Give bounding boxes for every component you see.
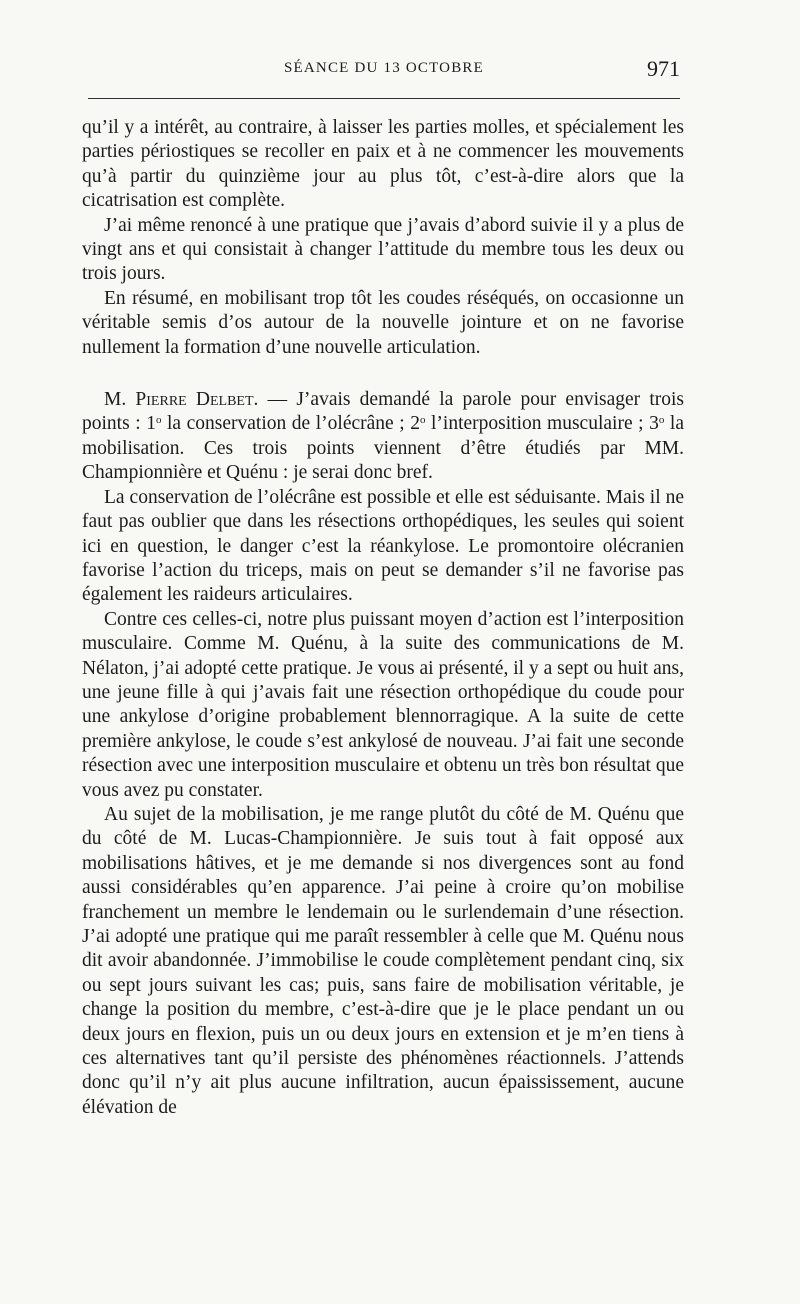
ordinal-superscript: o	[419, 414, 426, 427]
paragraph: qu’il y a intérêt, au contraire, à laisser les parties molles, et spécialement les parties périostiques se recoller en paix et à ne commencer les mouvements qu’à partir du quinzième jour au plus tôt, c’est-à-dire alors que la cicatrisation est complète.	[82, 117, 684, 212]
running-title: SÉANCE DU 13 OCTOBRE	[284, 60, 484, 76]
paragraph: La conservation de l’olécrâne est possible et elle est séduisante. Mais il ne faut pas oublier que dans les résections orthopédiques, les seules qui soient ici en question, le danger c’est la réankylose. Le promontoire olécranien favorise l’action du triceps, mais on peut se demander s’il ne favorise pas également les raideurs articulaires.	[82, 486, 684, 606]
page-number: 971	[647, 56, 680, 81]
paragraph-text: l’interposition musculaire ; 3	[425, 413, 659, 435]
paragraph-text: la mobilisation. Ces trois points viennent d’être étudiés par MM. Championnière et Quénu : je serai donc bref.	[82, 413, 684, 484]
ordinal-superscript: o	[658, 414, 665, 427]
body-text	[82, 116, 684, 1120]
paragraph-text: la conservation de l’olécrâne ; 2	[161, 413, 420, 435]
page-header	[88, 56, 680, 86]
header-rule	[88, 98, 680, 99]
paragraph: Contre ces celles-ci, notre plus puissant moyen d’action est l’interposition musculaire. Comme M. Quénu, à la suite des communications de M. Nélaton, j’ai adopté cette pratique. Je vous ai présenté, il y a sept ou huit ans, une jeune fille à qui j’avais fait une résection orthopédique du coude pour une ankylose d’origine probablement blennorragique. A la suite de cette première ankylose, le coude s’est ankylosé de nouveau. J’ai fait une seconde résection avec une interposition musculaire et obtenu un très bon résultat que vous avez pu constater.	[82, 608, 684, 801]
paragraph: J’ai même renoncé à une pratique que j’avais d’abord suivie il y a plus de vingt ans et qui consistait à changer l’attitude du membre tous les deux ou trois jours.	[82, 214, 684, 285]
ordinal-superscript: o	[155, 414, 162, 427]
paragraph-text: — J’avais demandé la parole pour envisager trois points : 1	[82, 389, 684, 435]
paragraph: Au sujet de la mobilisation, je me range plutôt du côté de M. Quénu que du côté de M. Lucas-Championnière. Je suis tout à fait opposé aux mobilisations hâtives, et je me demande si nos divergences sont au fond aussi considérables qu’en apparence. J’ai peine à croire qu’on mobilise franchement un membre le lendemain ou le surlendemain d’une résection. J’ai adopté une pratique qui me paraît ressembler à celle que M. Quénu nous dit avoir abandonnée. J’immobilise le coude complètement pendant cinq, six ou sept jours suivant les cas; puis, sans faire de mobilisation véritable, je change la position du membre, c’est-à-dire que je le place pendant un ou deux jours en flexion, puis un ou deux jours en extension et je m’en tiens à ces alternatives tant qu’il persiste des phénomènes réactionnels. J’attends donc qu’il n’y ait plus aucune infiltration, aucun épaississement, aucune élévation de	[82, 803, 684, 1118]
paragraph: En résumé, en mobilisant trop tôt les coudes réséqués, on occasionne un véritable semis d’os autour de la nouvelle jointure et on ne favorise nullement la formation d’une nouvelle articulation.	[82, 287, 684, 358]
paragraph-speaker-delbet	[82, 388, 684, 486]
speaker-name: M. Pierre Delbet.	[104, 389, 259, 411]
